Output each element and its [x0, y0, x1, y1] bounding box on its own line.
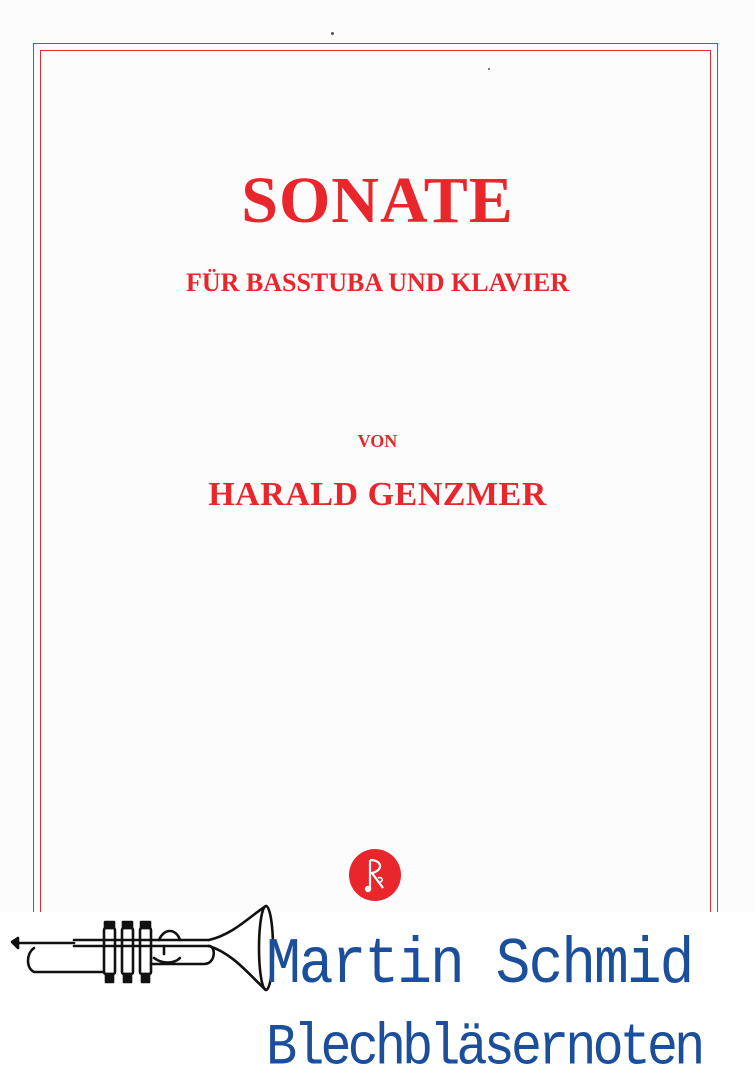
scan-speck [331, 32, 334, 35]
composer-name: HARALD GENZMER [208, 476, 547, 513]
cover-subtitle: FÜR BASSTUBA UND KLAVIER [185, 268, 570, 297]
dealer-name: Martin Schmid [266, 929, 693, 1003]
cover-von: VON [357, 431, 398, 451]
trumpet-icon [4, 902, 278, 1014]
dealer-tagline: Blechbläsernoten [266, 1015, 702, 1080]
publisher-monogram-icon [348, 848, 402, 902]
cover-title: SONATE [241, 164, 514, 237]
